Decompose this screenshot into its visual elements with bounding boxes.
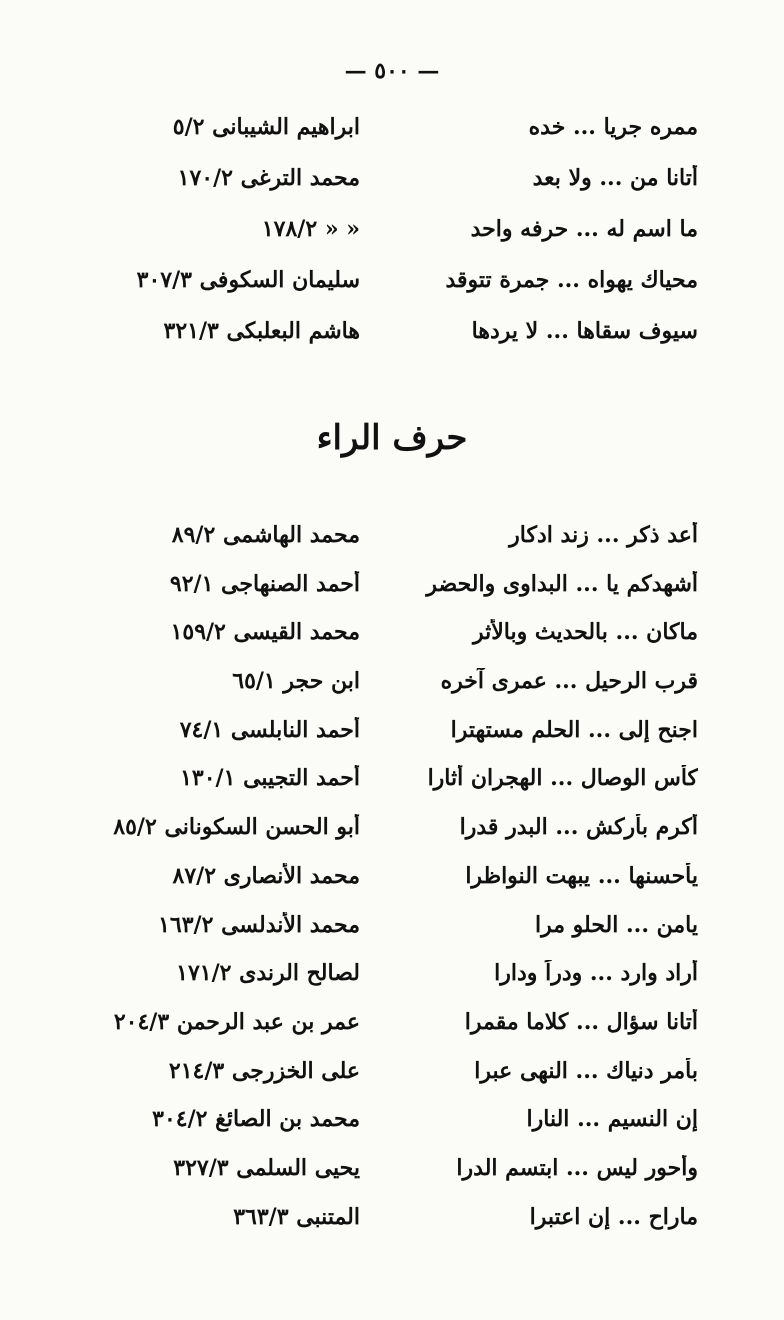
poet-reference: محمد القيسى ١٥٩/٢ bbox=[170, 619, 360, 646]
poet-reference: أحمد النابلسى ٧٤/١ bbox=[179, 716, 360, 743]
index-row bbox=[0, 912, 784, 961]
index-row bbox=[0, 765, 784, 814]
verse-excerpt: أكرم بأركش ... البدر قدرا bbox=[459, 814, 698, 841]
poet-reference: أحمد التجيبى ١٣٠/١ bbox=[180, 765, 360, 792]
poet-reference: هاشم البعلبكى ٣٢١/٣ bbox=[163, 318, 360, 344]
index-row bbox=[0, 114, 784, 165]
verse-excerpt: وأحور ليس ... ابتسم الدرا bbox=[456, 1154, 698, 1181]
index-list-ra bbox=[0, 522, 784, 1252]
index-row bbox=[0, 216, 784, 267]
poet-reference: محمد الهاشمى ٨٩/٢ bbox=[171, 522, 360, 548]
verse-excerpt: أراد وارد ... ودراً ودارا bbox=[494, 960, 698, 987]
index-row bbox=[0, 619, 784, 668]
poet-reference: محمد بن الصائغ ٣٠٤/٢ bbox=[152, 1106, 360, 1133]
index-row bbox=[0, 1106, 784, 1155]
verse-excerpt: يامن ... الحلو مرا bbox=[534, 911, 698, 938]
poet-reference: المتنبى ٣٦٣/٣ bbox=[233, 1203, 360, 1230]
index-row bbox=[0, 522, 784, 571]
poet-reference: عمر بن عبد الرحمن ٢٠٤/٣ bbox=[113, 1008, 360, 1035]
index-row bbox=[0, 1204, 784, 1253]
poet-reference: أبو الحسن السكونانى ٨٥/٢ bbox=[113, 814, 360, 841]
poet-reference: على الخزرجى ٢١٤/٣ bbox=[168, 1057, 360, 1084]
verse-excerpt: أتانا سؤال ... كلاما مقمرا bbox=[464, 1008, 698, 1035]
verse-excerpt: محياك يهواه ... جمرة تتوقد bbox=[445, 267, 698, 293]
verse-excerpt: يأحسنها ... يبهت النواظرا bbox=[465, 862, 698, 889]
verse-excerpt: بأمر دنياك ... النهى عبرا bbox=[474, 1057, 698, 1084]
index-row bbox=[0, 318, 784, 369]
poet-reference: محمد الأندلسى ١٦٣/٢ bbox=[158, 911, 360, 938]
index-row bbox=[0, 863, 784, 912]
poet-reference: ابراهيم الشيبانى ٥/٢ bbox=[172, 114, 360, 140]
index-row bbox=[0, 165, 784, 216]
poet-reference: أحمد الصنهاجى ٩٢/١ bbox=[169, 570, 360, 597]
verse-excerpt: كأس الوصال ... الهجران أثارا bbox=[427, 765, 698, 792]
index-row bbox=[0, 1155, 784, 1204]
index-row bbox=[0, 267, 784, 318]
poet-reference: « « ١٧٨/٢ bbox=[261, 216, 360, 242]
verse-excerpt: أشهدكم يا ... البداوى والحضر bbox=[426, 570, 698, 597]
verse-excerpt: ماراح ... إن اعتبرا bbox=[529, 1203, 698, 1230]
index-row bbox=[0, 1058, 784, 1107]
section-heading: حرف الراء bbox=[316, 418, 468, 458]
index-row bbox=[0, 717, 784, 766]
verse-excerpt: اجنح إلى ... الحلم مستهترا bbox=[450, 716, 698, 743]
verse-excerpt: ما اسم له ... حرفه واحد bbox=[470, 216, 698, 242]
index-row bbox=[0, 571, 784, 620]
poet-reference: سليمان السكوفى ٣٠٧/٣ bbox=[136, 267, 360, 293]
poet-reference: يحيى السلمى ٣٢٧/٣ bbox=[173, 1154, 360, 1181]
verse-excerpt: أتانا من ... ولا بعد bbox=[532, 165, 698, 191]
index-row bbox=[0, 1009, 784, 1058]
index-row bbox=[0, 668, 784, 717]
verse-excerpt: سيوف سقاها ... لا يردها bbox=[471, 318, 698, 344]
page-number: — ٥٠٠ — bbox=[344, 58, 440, 84]
verse-excerpt: قرب الرحيل ... عمرى آخره bbox=[440, 668, 698, 695]
poet-reference: ابن حجر ٦٥/١ bbox=[232, 668, 360, 695]
index-row bbox=[0, 960, 784, 1009]
verse-excerpt: إن النسيم ... النارا bbox=[526, 1106, 698, 1133]
index-row bbox=[0, 814, 784, 863]
verse-excerpt: ماكان ... بالحديث وبالأثر bbox=[472, 619, 698, 646]
verse-excerpt: ممره جريا ... خده bbox=[528, 114, 698, 140]
verse-excerpt: أعد ذكر ... زند ادكار bbox=[509, 522, 698, 548]
poet-reference: لصالح الرندى ١٧١/٢ bbox=[176, 960, 360, 987]
index-list-top bbox=[0, 114, 784, 369]
poet-reference: محمد الترغى ١٧٠/٢ bbox=[177, 165, 360, 191]
poet-reference: محمد الأنصارى ٨٧/٢ bbox=[172, 862, 360, 889]
